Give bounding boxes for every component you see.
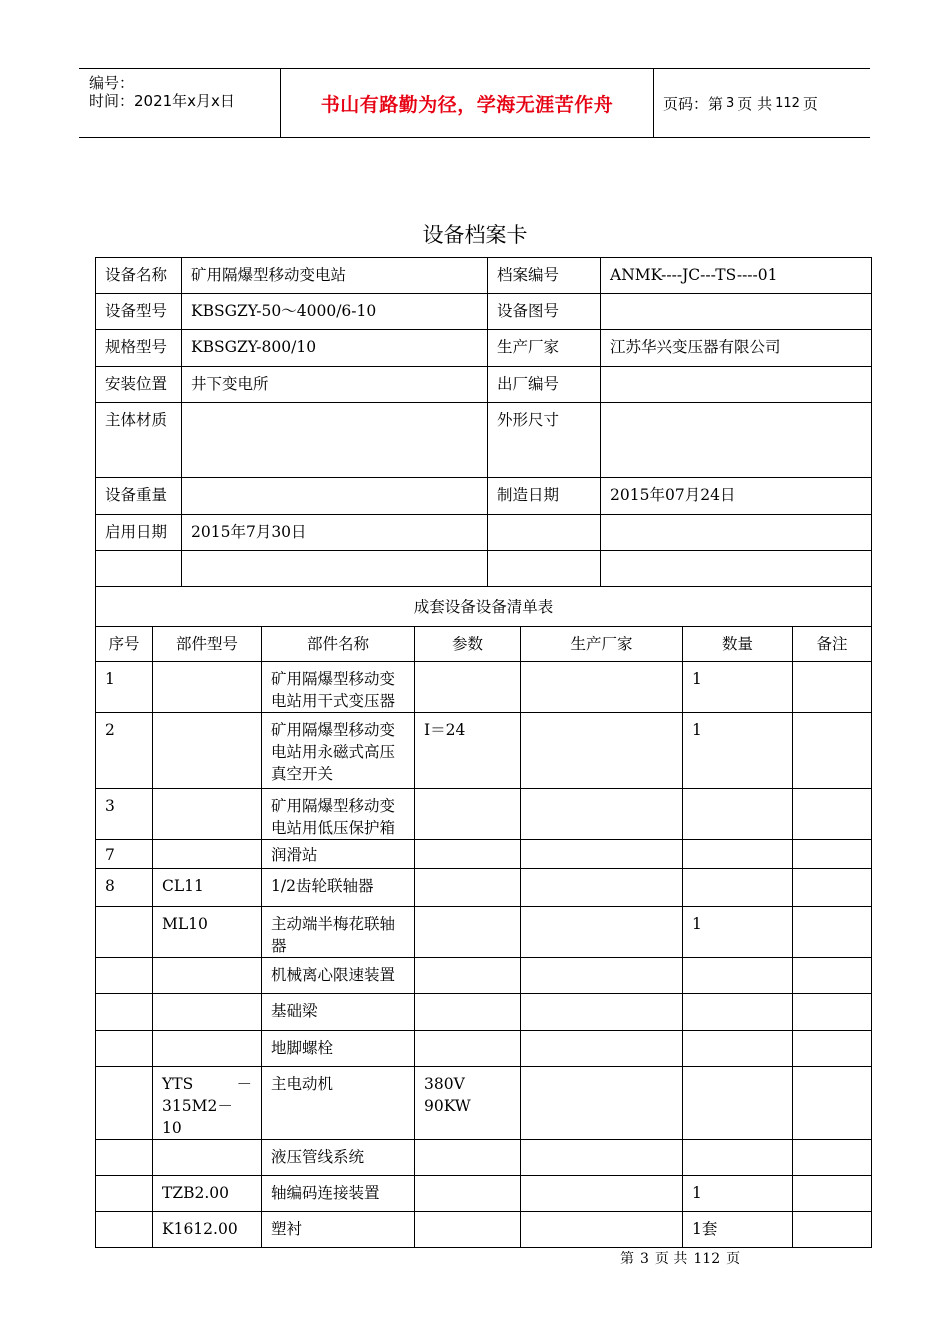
cell-model: CL11 [153,869,262,907]
cell-model [153,662,262,713]
cell-model: TZB2.00 [153,1176,262,1212]
info-row [96,258,872,294]
cell-note [793,789,872,840]
cell-name-line: 矿用隔爆型移动变 [271,797,396,815]
cell-note [793,1067,872,1140]
cell-model [153,789,262,840]
header-page-prefix: 页码：第 [663,94,724,113]
info-label: 设备图号 [488,294,601,330]
info-row [96,294,872,330]
cell-model [153,713,262,789]
document-number-label: 编号： [89,74,135,92]
info-row [96,330,872,367]
footer-page-total: 112 [693,1251,721,1267]
cell-qty: 1 [683,1176,793,1212]
cell-model [153,994,262,1031]
cell-param [415,907,521,958]
list-title: 成套设备设备清单表 [96,587,872,627]
info-label: 外形尺寸 [488,403,601,478]
table-row [96,840,872,869]
cell-maker [521,1031,683,1067]
cell-qty [683,958,793,994]
info-value: KBSGZY-800/10 [182,330,488,367]
info-label [488,551,601,587]
cell-qty: 1 [683,662,793,713]
info-label: 出厂编号 [488,367,601,403]
list-title-row [96,587,872,627]
cell-param [415,789,521,840]
table-row [96,907,872,958]
cell-name: 1/2齿轮联轴器 [262,869,415,907]
cell-maker [521,789,683,840]
cell-maker [521,1212,683,1248]
header-page-current: 3 [726,95,735,111]
cell-model [153,958,262,994]
info-label: 规格型号 [96,330,182,367]
cell-qty [683,789,793,840]
cell-name: 机械离心限速装置 [262,958,415,994]
column-header: 部件型号 [153,627,262,662]
cell-name [262,713,415,789]
info-label: 生产厂家 [488,330,601,367]
header-meta [79,69,280,137]
cell-no [96,958,153,994]
table-row [96,662,872,713]
cell-no [96,1140,153,1176]
cell-no [96,1212,153,1248]
cell-no [96,994,153,1031]
cell-no: 1 [96,662,153,713]
cell-name: 地脚螺栓 [262,1031,415,1067]
cell-name: 润滑站 [262,840,415,869]
cell-qty [683,994,793,1031]
cell-no [96,1067,153,1140]
info-value [182,403,488,478]
cell-maker [521,958,683,994]
cell-model: ML10 [153,907,262,958]
column-header: 数量 [683,627,793,662]
table-row [96,1140,872,1176]
info-value: 矿用隔爆型移动变电站 [182,258,488,294]
cell-qty: 1 [683,713,793,789]
info-label: 设备重量 [96,478,182,515]
cell-maker [521,869,683,907]
table-row [96,1031,872,1067]
info-label: 档案编号 [488,258,601,294]
cell-note [793,1140,872,1176]
cell-model: K1612.00 [153,1212,262,1248]
cell-note [793,1212,872,1248]
cell-param: I＝24 [415,713,521,789]
column-header: 部件名称 [262,627,415,662]
cell-no [96,907,153,958]
cell-param: 380V 90KW [415,1067,521,1140]
cell-note [793,958,872,994]
cell-maker [521,994,683,1031]
cell-qty [683,1140,793,1176]
info-row [96,367,872,403]
cell-qty [683,869,793,907]
column-header: 备注 [793,627,872,662]
cell-note [793,713,872,789]
info-value: KBSGZY-50～4000/6-10 [182,294,488,330]
info-row [96,551,872,587]
column-header: 参数 [415,627,521,662]
page-header [79,68,870,138]
info-value: 井下变电所 [182,367,488,403]
info-value: 2015年07月24日 [601,478,872,515]
equipment-card-table [95,257,872,1248]
cell-note [793,869,872,907]
cell-name [262,789,415,840]
cell-name-line: 电站用干式变压器 [271,692,396,710]
cell-name: 塑衬 [262,1212,415,1248]
cell-note [793,1176,872,1212]
info-value [182,478,488,515]
list-header-row [96,627,872,662]
cell-name-line: 电站用低压保护箱 [271,819,396,837]
cell-note [793,1031,872,1067]
page-title: 设备档案卡 [422,223,528,247]
table-row [96,958,872,994]
column-header: 生产厂家 [521,627,683,662]
cell-name: 液压管线系统 [262,1140,415,1176]
cell-param [415,840,521,869]
cell-param [415,958,521,994]
cell-qty: 1套 [683,1212,793,1248]
info-label: 设备名称 [96,258,182,294]
info-value [601,515,872,551]
cell-param [415,1176,521,1212]
info-label [96,551,182,587]
header-motto: 书山有路勤为径，学海无涯苦作舟 [280,69,654,137]
info-label: 主体材质 [96,403,182,478]
info-value: 江苏华兴变压器有限公司 [601,330,872,367]
cell-model-part: － [236,1075,253,1093]
page-footer [620,1248,740,1268]
info-label: 启用日期 [96,515,182,551]
cell-name-line: 真空开关 [271,765,334,783]
table-row [96,869,872,907]
info-value: ANMK----JC---TS----01 [601,258,872,294]
cell-model-line: 315M2－10 [162,1097,233,1137]
info-value: 2015年7月30日 [182,515,488,551]
cell-maker [521,1176,683,1212]
cell-qty: 1 [683,907,793,958]
cell-param [415,1212,521,1248]
cell-name-line: 矿用隔爆型移动变 [271,721,396,739]
info-value [601,367,872,403]
table-row [96,1067,872,1140]
cell-qty [683,840,793,869]
cell-qty [683,1067,793,1140]
cell-param [415,994,521,1031]
cell-name-line: 矿用隔爆型移动变 [271,670,396,688]
document-time-label: 时间：2021年x月x日 [89,92,235,110]
info-label: 设备型号 [96,294,182,330]
info-value [601,551,872,587]
cell-note [793,994,872,1031]
info-label [488,515,601,551]
footer-prefix: 第 [620,1251,634,1267]
info-label: 安装位置 [96,367,182,403]
cell-model-line [162,1073,252,1095]
footer-page-current: 3 [640,1251,649,1267]
info-row [96,515,872,551]
cell-param [415,662,521,713]
cell-no [96,1031,153,1067]
cell-name: 基础梁 [262,994,415,1031]
cell-maker [521,713,683,789]
table-row [96,789,872,840]
cell-name: 轴编码连接装置 [262,1176,415,1212]
cell-no: 3 [96,789,153,840]
table-row [96,1176,872,1212]
cell-note [793,840,872,869]
table-row [96,713,872,789]
cell-model [153,1140,262,1176]
header-page-info [653,69,870,137]
cell-maker [521,1067,683,1140]
cell-model [153,840,262,869]
info-value [182,551,488,587]
cell-name-line: 主动端半梅花联轴 [271,915,396,933]
column-header: 序号 [96,627,153,662]
cell-name [262,662,415,713]
cell-param [415,869,521,907]
footer-suffix: 页 [726,1251,741,1267]
cell-qty [683,1031,793,1067]
footer-middle: 页 共 [654,1251,688,1267]
info-row [96,403,872,478]
cell-param [415,1140,521,1176]
cell-maker [521,1140,683,1176]
cell-no: 8 [96,869,153,907]
table-row [96,1212,872,1248]
cell-maker [521,907,683,958]
table-row [96,994,872,1031]
cell-name-line: 器 [271,937,287,955]
info-row [96,478,872,515]
cell-name-line: 电站用永磁式高压 [271,743,396,761]
header-page-total: 112 [775,95,800,111]
cell-maker [521,840,683,869]
cell-param [415,1031,521,1067]
cell-name [262,907,415,958]
cell-model-part: YTS [162,1075,194,1093]
info-value [601,294,872,330]
header-page-suffix: 页 [802,94,818,113]
header-page-middle: 页 共 [737,94,773,113]
cell-note [793,662,872,713]
cell-no: 7 [96,840,153,869]
cell-model [153,1067,262,1140]
cell-no [96,1176,153,1212]
cell-name: 主电动机 [262,1067,415,1140]
cell-maker [521,662,683,713]
cell-model [153,1031,262,1067]
cell-note [793,907,872,958]
info-label: 制造日期 [488,478,601,515]
info-value [601,403,872,478]
cell-no: 2 [96,713,153,789]
